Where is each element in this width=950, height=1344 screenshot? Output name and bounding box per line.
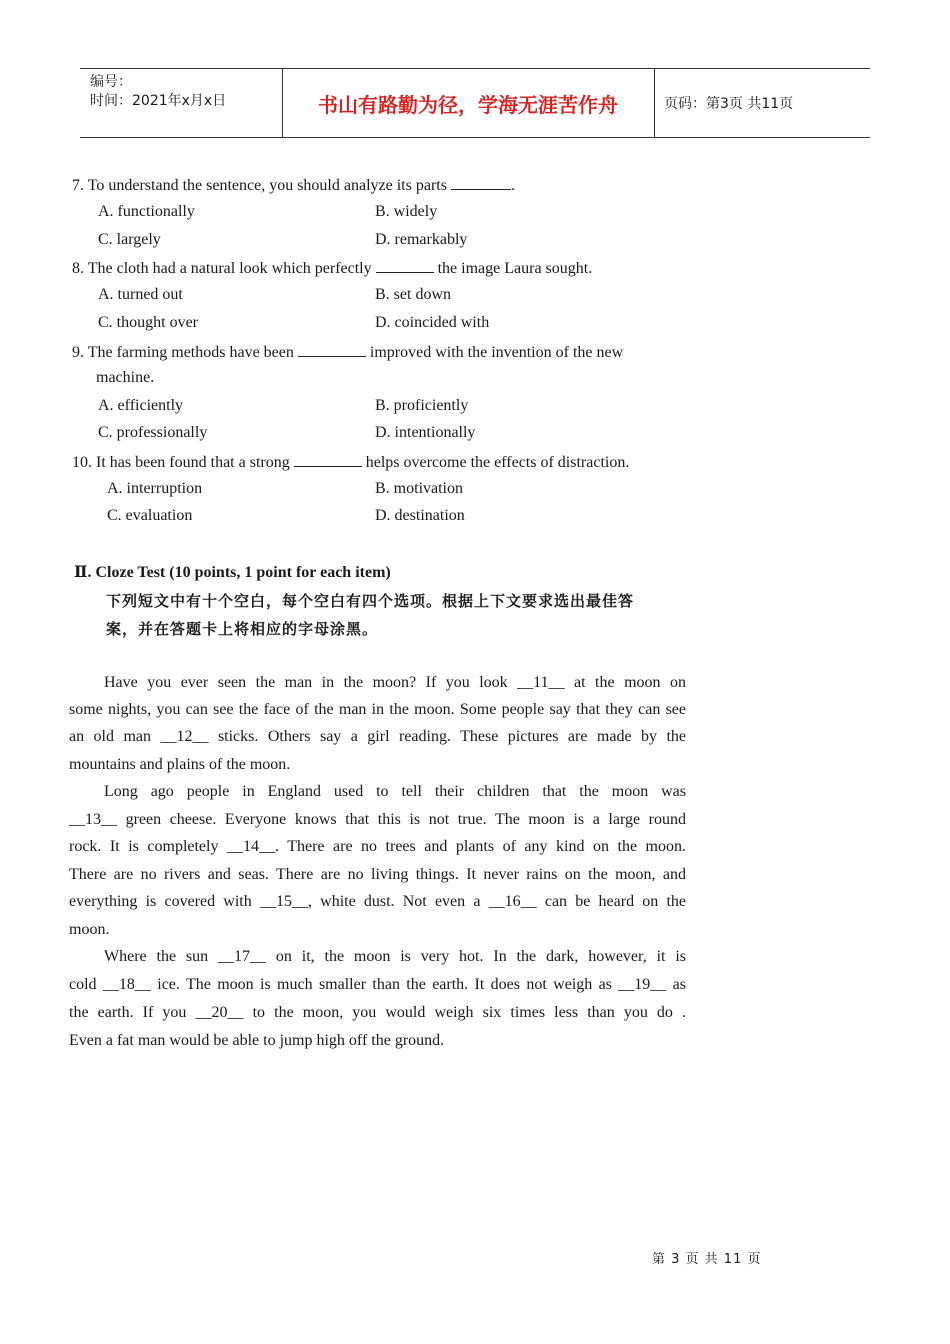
page-footer: 第 3 页 共 11 页: [652, 1252, 762, 1267]
question-stem-end: improved with the invention of the new: [369, 344, 624, 361]
question-9: [72, 342, 623, 362]
answer-blank: [376, 258, 434, 273]
section-title: Ⅱ. Cloze Test (10 points, 1 point for each item): [74, 564, 391, 581]
passage-line: Have you ever seen the man in the moon? If you look __11__ at the moon on: [104, 674, 686, 691]
question-7: [72, 175, 515, 195]
option-b: B. widely: [375, 203, 438, 220]
passage-line: an old man __12__ sticks. Others say a girl reading. These pictures are made by the: [69, 728, 687, 745]
section-instruction: 下列短文中有十个空白，每个空白有四个选项。根据上下文要求选出最佳答: [106, 592, 635, 610]
header-page-info: 页码：第3页 共11页: [664, 96, 794, 112]
time-label: 时间：2021年x月x日: [90, 93, 227, 109]
answer-blank: [451, 175, 511, 190]
passage-line: There are no rivers and seas. There are no living things. It never rains on the moon, and: [69, 866, 686, 883]
question-8: [72, 258, 592, 278]
question-stem-end: the image Laura sought.: [437, 260, 593, 277]
passage-line: the earth. If you __20__ to the moon, you would weigh six times less than you do .: [69, 1004, 687, 1021]
answer-blank: [294, 452, 362, 467]
option-b: B. set down: [375, 286, 451, 303]
option-b: B. motivation: [375, 480, 463, 497]
passage-line: rock. It is completely __14__. There are no trees and plants of any kind on the moon.: [69, 838, 686, 855]
option-d: D. destination: [375, 507, 465, 524]
question-number: 9.: [72, 344, 84, 361]
passage-line: Long ago people in England used to tell their children that the moon was: [104, 783, 686, 800]
passage-line: mountains and plains of the moon.: [69, 756, 291, 773]
question-10: [72, 452, 629, 472]
option-a: A. efficiently: [98, 397, 184, 414]
option-d: D. remarkably: [375, 231, 468, 248]
question-stem-end: .: [510, 177, 515, 194]
passage-line: some nights, you can see the face of the man in the moon. Some people say that they can see: [69, 701, 686, 718]
question-stem-continued: machine.: [96, 369, 155, 386]
option-c: C. evaluation: [107, 507, 193, 524]
option-d: D. coincided with: [375, 314, 490, 331]
question-stem: It has been found that a strong: [96, 454, 290, 471]
answer-blank: [298, 342, 366, 357]
question-stem-end: helps overcome the effects of distraction.: [365, 454, 630, 471]
option-b: B. proficiently: [375, 397, 469, 414]
passage-line: everything is covered with __15__, white dust. Not even a __16__ can be heard on the: [69, 893, 687, 910]
header-divider: [654, 69, 655, 137]
document-header: [80, 68, 870, 138]
question-stem: To understand the sentence, you should analyze its parts: [87, 177, 447, 194]
option-c: C. thought over: [98, 314, 198, 331]
option-c: C. largely: [98, 231, 161, 248]
serial-label: 编号：: [90, 74, 132, 90]
passage-line: Even a fat man would be able to jump high off the ground.: [69, 1032, 445, 1049]
section-instruction: 案，并在答题卡上将相应的字母涂黑。: [106, 620, 379, 638]
passage-line: Where the sun __17__ on it, the moon is very hot. In the dark, however, it is: [104, 948, 687, 965]
option-a: A. interruption: [107, 480, 203, 497]
question-number: 7.: [72, 177, 84, 194]
option-d: D. intentionally: [375, 424, 476, 441]
question-number: 8.: [72, 260, 84, 277]
question-number: 10.: [72, 454, 92, 471]
question-stem: The farming methods have been: [87, 344, 294, 361]
passage-line: cold __18__ ice. The moon is much smaller than the earth. It does not weigh as __19__ as: [69, 976, 686, 993]
option-a: A. functionally: [98, 203, 195, 220]
header-meta: [90, 73, 226, 111]
passage-line: __13__ green cheese. Everyone knows that this is not true. The moon is a large round: [69, 811, 686, 828]
passage-line: moon.: [69, 921, 110, 938]
option-c: C. professionally: [98, 424, 208, 441]
header-motto: 书山有路勤为径，学海无涯苦作舟: [318, 93, 618, 117]
question-stem: The cloth had a natural look which perfectly: [87, 260, 372, 277]
option-a: A. turned out: [98, 286, 183, 303]
